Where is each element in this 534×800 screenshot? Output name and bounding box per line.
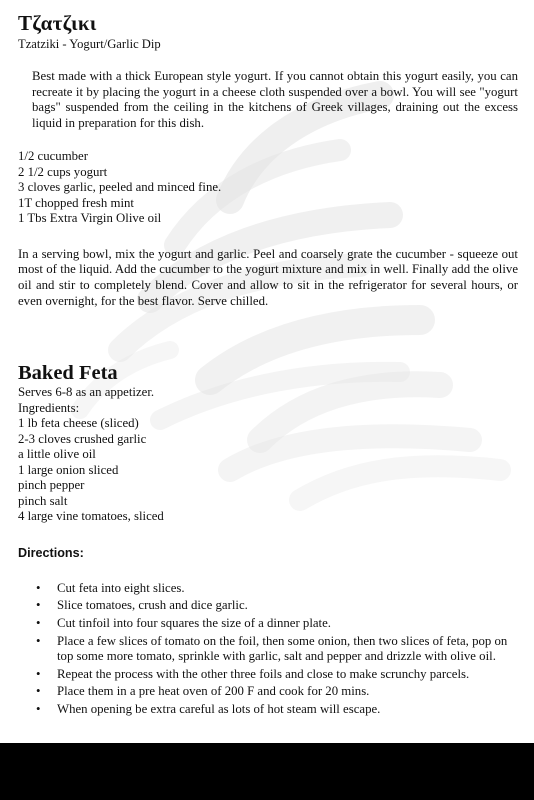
ingredients-label: Ingredients:: [18, 400, 80, 415]
tzatziki-title: Τζατζικι: [18, 11, 97, 35]
step-text: Cut tinfoil into four squares the size of a dinner plate.: [57, 615, 331, 630]
list-item: 2-3 cloves crushed garlic: [18, 431, 147, 446]
list-item: 1T chopped fresh mint: [18, 195, 134, 210]
black-bottom-bar: [0, 743, 534, 800]
bullet-icon: •: [36, 666, 41, 681]
list-item: 1 lb feta cheese (sliced): [18, 416, 139, 431]
step-text: Slice tomatoes, crush and dice garlic.: [57, 598, 248, 613]
baked-feta-title: Baked Feta: [18, 362, 118, 385]
list-item: 1 large onion sliced: [18, 462, 119, 477]
direction-step: [18, 616, 518, 632]
list-item: 3 cloves garlic, peeled and minced fine.: [18, 180, 222, 195]
tzatziki-ingredient-list: [18, 149, 518, 227]
direction-step: [18, 684, 518, 700]
direction-step: [18, 667, 518, 683]
tzatziki-method: In a serving bowl, mix the yogurt and garlic. Peel and coarsely grate the cucumber - squeeze out most of the liquid. Add the cucumber to the yogurt mixture and mix in well. Finally add the olive oil and stir to completely blend. Cover and allow to sit in the refrigerator for several hours, or even overnight, for the best flavor. Serve chilled.: [18, 246, 518, 308]
bullet-icon: •: [36, 701, 41, 716]
direction-step: [18, 598, 518, 614]
direction-step: [18, 581, 518, 597]
step-text: Cut feta into eight slices.: [57, 580, 185, 595]
serves-text: Serves 6-8 as an appetizer.: [18, 385, 155, 400]
list-item: pinch salt: [18, 493, 68, 508]
bullet-icon: •: [36, 615, 41, 630]
direction-step: [18, 702, 518, 718]
list-item: 1 Tbs Extra Virgin Olive oil: [18, 211, 162, 226]
step-text: When opening be extra careful as lots of hot steam will escape.: [57, 701, 381, 716]
bullet-icon: •: [36, 684, 41, 699]
bullet-icon: •: [36, 633, 41, 648]
tzatziki-intro: Best made with a thick European style yogurt. If you cannot obtain this yogurt easily, you can recreate it by placing the yogurt in a cheese cloth suspended over a bowl. You will see "yogurt bags" suspended from the ceiling in the kitchens of Greek villages, draining out the excess liquid in preparation for this dish.: [32, 69, 518, 130]
list-item: a little olive oil: [18, 447, 96, 462]
direction-step: [18, 634, 518, 665]
bullet-icon: •: [36, 580, 41, 595]
list-item: 1/2 cucumber: [18, 149, 89, 164]
list-item: 4 large vine tomatoes, sliced: [18, 509, 164, 524]
list-item: 2 1/2 cups yogurt: [18, 164, 108, 179]
directions-label: Directions:: [18, 545, 84, 560]
step-text: Place a few slices of tomato on the foil, then some onion, then two slices of feta, pop on top some more tomato, sprinkle with garlic, salt and pepper and drizzle with olive oil.: [57, 633, 508, 664]
step-text: Repeat the process with the other three foils and close to make scrunchy parcels.: [57, 666, 470, 681]
feta-ingredient-list: [18, 416, 518, 525]
tzatziki-subtitle: Tzatziki - Yogurt/Garlic Dip: [18, 37, 161, 51]
recipe-content: [18, 10, 518, 720]
step-text: Place them in a pre heat oven of 200 F and cook for 20 mins.: [57, 684, 370, 699]
bullet-icon: •: [36, 598, 41, 613]
directions-list: [18, 581, 518, 718]
list-item: pinch pepper: [18, 478, 85, 493]
